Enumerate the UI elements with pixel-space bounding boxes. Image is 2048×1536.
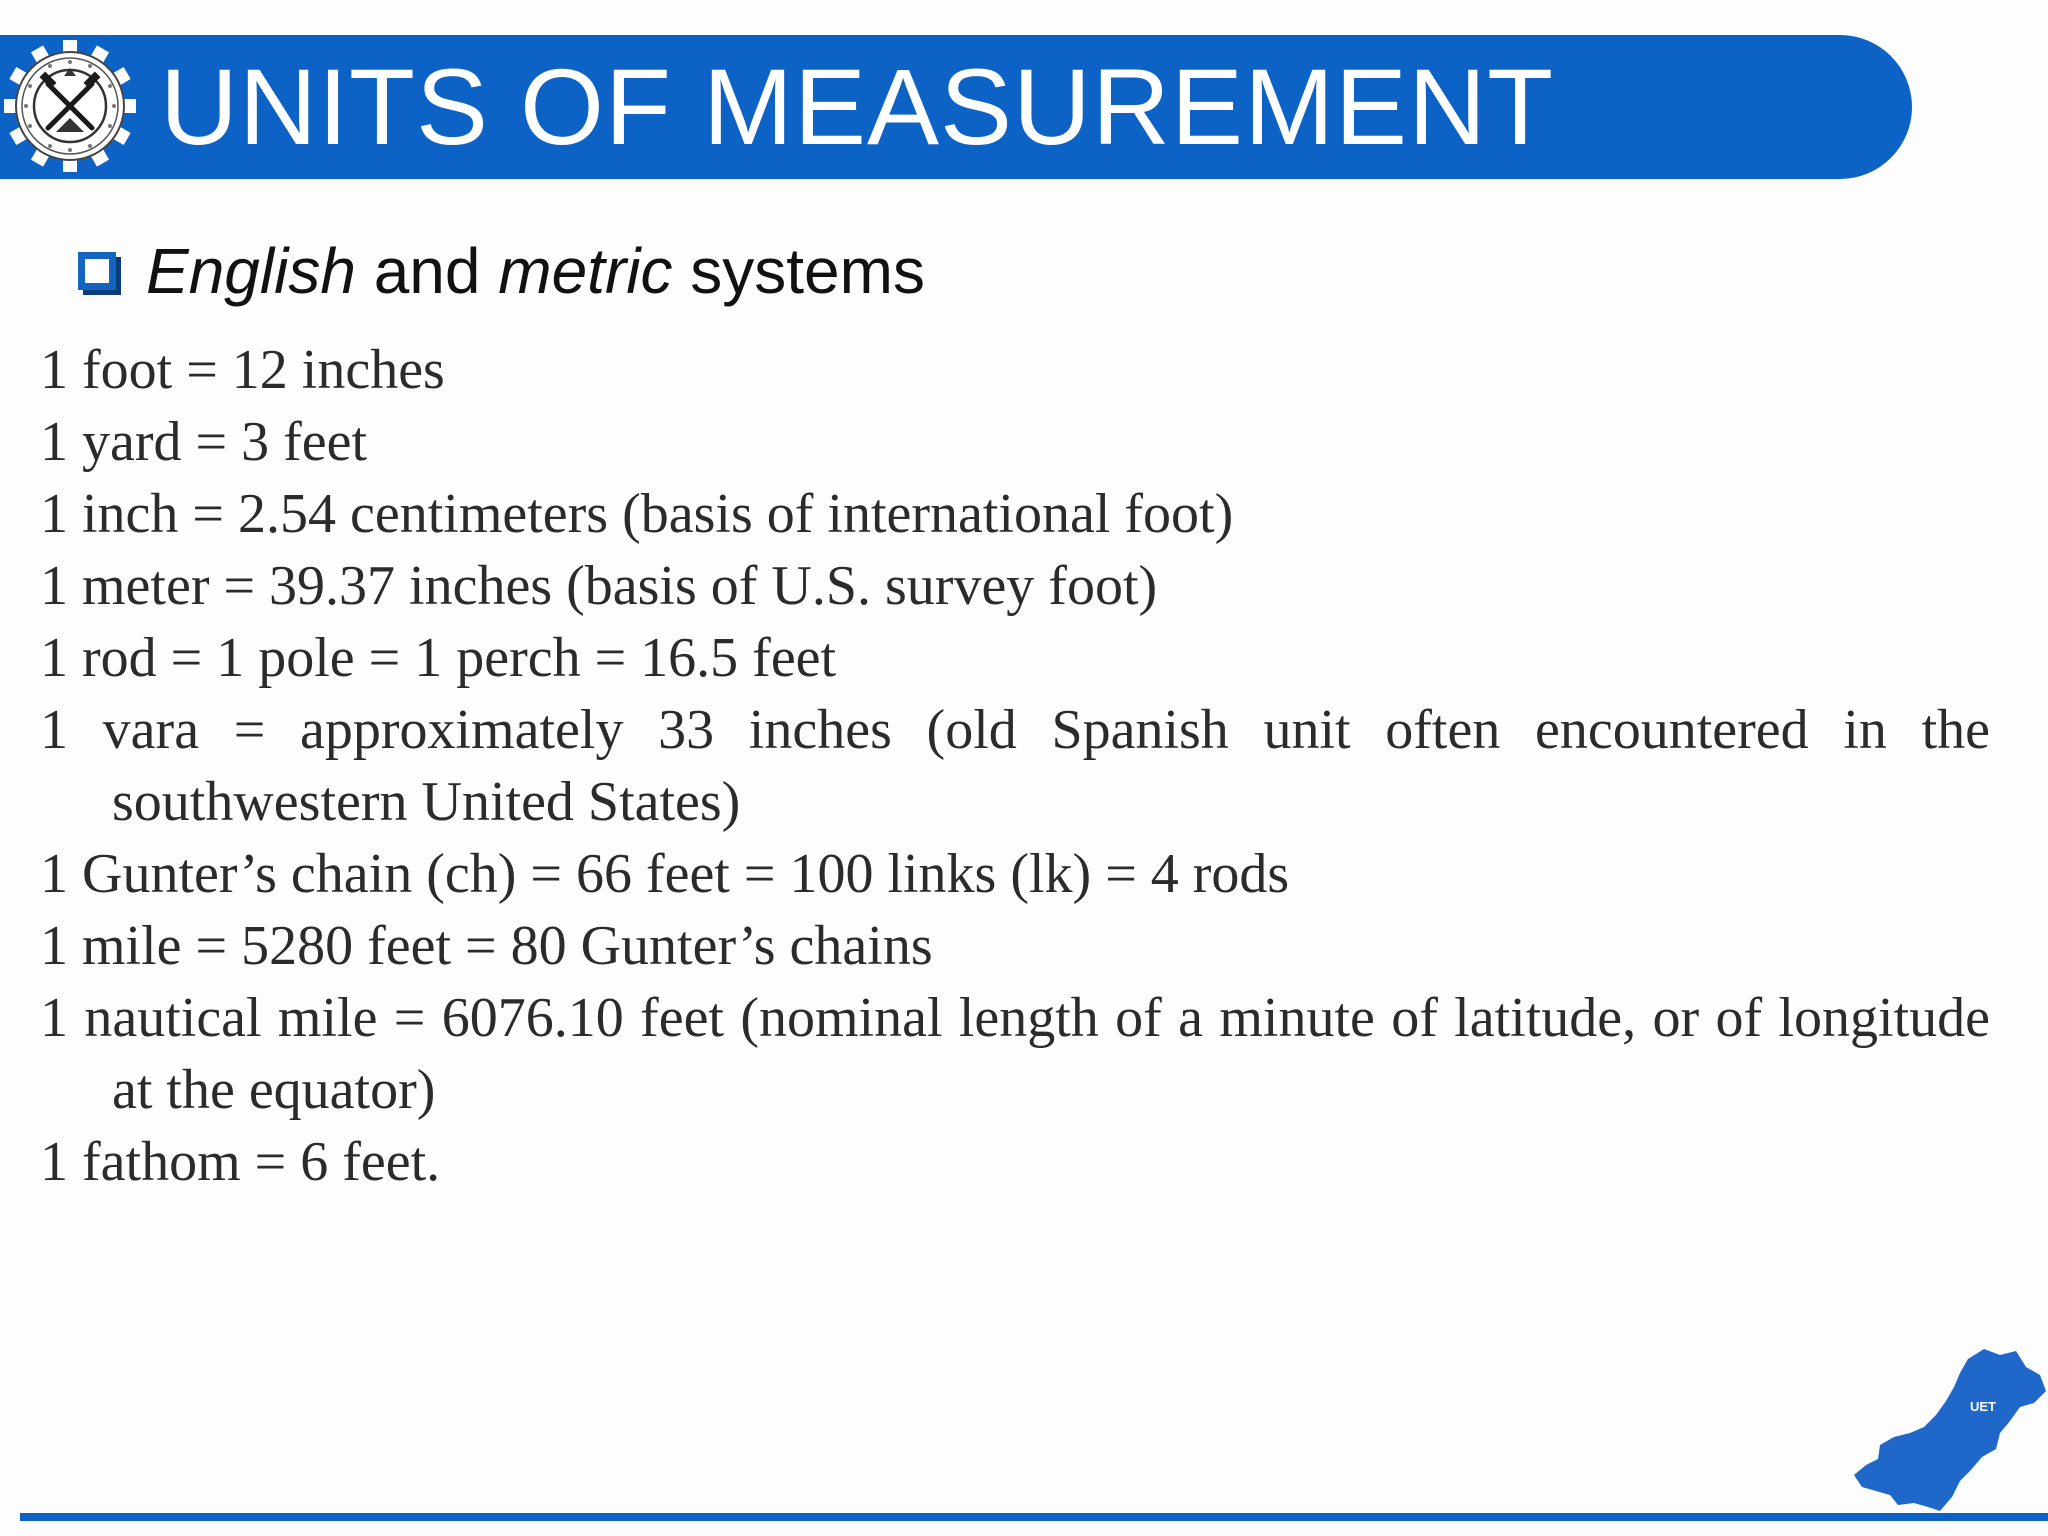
slide-title: UNITS OF MEASUREMENT [160, 46, 1555, 167]
university-seal-icon [2, 38, 138, 174]
definition-inch: 1 inch = 2.54 centimeters (basis of international foot) [40, 483, 1234, 545]
subtitle-metric: metric [498, 235, 673, 307]
subtitle-and: and [355, 235, 499, 307]
checkbox-bullet-icon [78, 252, 116, 290]
definition-foot: 1 foot = 12 inches [40, 339, 445, 401]
definition-rod: 1 rod = 1 pole = 1 perch = 16.5 feet [40, 627, 837, 689]
definition-meter: 1 meter = 39.37 inches (basis of U.S. survey foot) [40, 555, 1158, 617]
definition-yard: 1 yard = 3 feet [40, 411, 368, 473]
subtitle-bullet [78, 228, 925, 314]
subtitle-english: English [146, 235, 356, 307]
pakistan-map-icon [1850, 1345, 2048, 1515]
definition-nautical-mile: 1 nautical mile = 6076.10 feet (nominal length of a minute of latitude, or of longitude at the equator) [40, 987, 1990, 1121]
definitions-list [40, 334, 1990, 1198]
definition-gunters-chain: 1 Gunter’s chain (ch) = 66 feet = 100 links (lk) = 4 rods [40, 843, 1290, 905]
definition-fathom: 1 fathom = 6 feet. [40, 1131, 441, 1193]
bottom-rule [20, 1513, 2048, 1521]
subtitle-systems: systems [672, 235, 925, 307]
map-label: UET [1970, 1399, 1996, 1414]
definition-mile: 1 mile = 5280 feet = 80 Gunter’s chains [40, 915, 933, 977]
definition-vara: 1 vara = approximately 33 inches (old Spanish unit often encountered in the southwestern United States) [40, 699, 1990, 833]
